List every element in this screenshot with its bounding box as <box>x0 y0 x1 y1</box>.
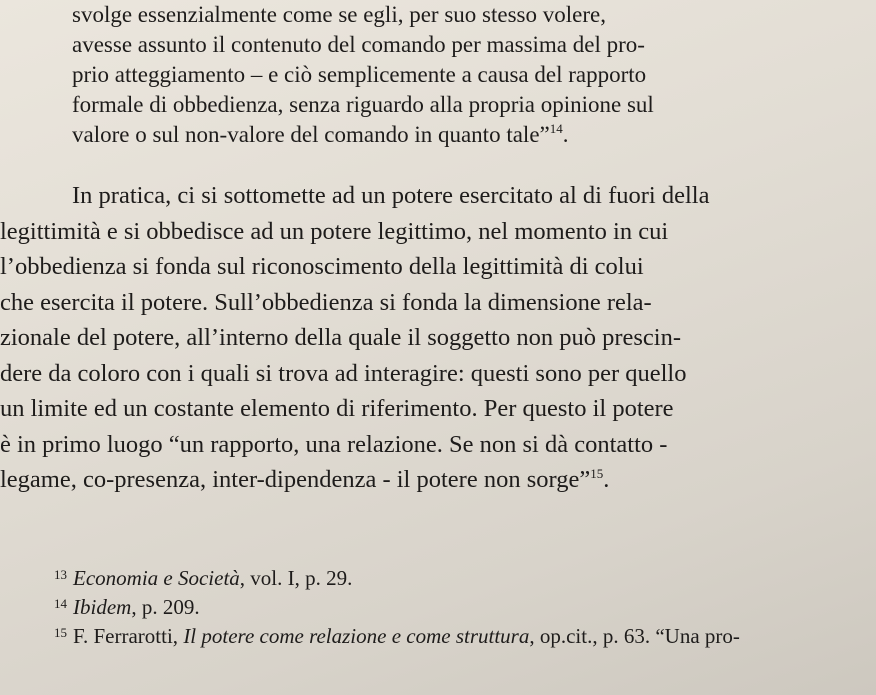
footnote-14 <box>54 591 854 620</box>
footnote-ref-14: 14 <box>549 121 563 136</box>
footnote-title: Economia e Società <box>73 566 240 590</box>
footnotes <box>54 562 854 649</box>
quote-line-text: valore o sul non-valore del comando in quanto tale” <box>72 122 550 147</box>
footnote-rest: , op.cit., p. 63. “Una pro- <box>529 624 740 648</box>
footnote-rest: , vol. I, p. 29. <box>239 566 353 590</box>
quote-line: svolge essenzialmente come se egli, per suo stesso volere, <box>72 2 606 27</box>
footnote-title: Il potere come relazione e come struttura <box>183 624 530 648</box>
quote-line: prio atteggiamento – e ciò semplicemente a causa del rapporto <box>72 62 647 87</box>
footnote-ref-15: 15 <box>590 466 604 481</box>
paragraph-line-text: legame, co-presenza, inter-dipendenza - il potere non sorge” <box>0 466 591 493</box>
paragraph-line: l’obbedienza si fonda sul riconoscimento della legittimità di colui <box>0 253 644 280</box>
paragraph-line-last <box>0 462 850 498</box>
footnote-number: 14 <box>54 596 67 611</box>
footnote-prefix: F. Ferrarotti, <box>73 624 184 648</box>
quote-line: avesse assunto il contenuto del comando per massima del pro- <box>72 32 645 57</box>
paragraph-line: che esercita il potere. Sull’obbedienza si fonda la dimensione rela- <box>0 288 652 316</box>
footnote-number: 13 <box>54 567 67 582</box>
paragraph-line: legittimità e si obbedisce ad un potere legittimo, nel momento in cui <box>0 217 669 245</box>
body-paragraph <box>0 178 850 498</box>
block-quote <box>72 0 772 150</box>
quote-line-tail: . <box>562 122 569 147</box>
footnote-title: Ibidem <box>73 595 132 619</box>
paragraph-line-tail: . <box>603 466 610 493</box>
paragraph-line: è in primo luogo “un rapporto, una relazione. Se non si dà contatto - <box>0 430 668 458</box>
paragraph-line: un limite ed un costante elemento di riferimento. Per questo il potere <box>0 395 674 422</box>
quote-line-last <box>72 120 772 150</box>
footnote-13 <box>54 562 854 591</box>
footnote-rest: , p. 209. <box>131 595 200 619</box>
paragraph-line: dere da coloro con i quali si trova ad interagire: questi sono per quello <box>0 359 687 387</box>
quote-line: formale di obbedienza, senza riguardo alla propria opinione sul <box>72 92 654 117</box>
footnote-number: 15 <box>54 625 67 640</box>
paragraph-line: In pratica, ci si sottomette ad un potere esercitato al di fuori della <box>72 182 710 209</box>
paragraph-line: zionale del potere, all’interno della quale il soggetto non può prescin- <box>0 324 682 351</box>
footnote-15 <box>54 620 854 649</box>
